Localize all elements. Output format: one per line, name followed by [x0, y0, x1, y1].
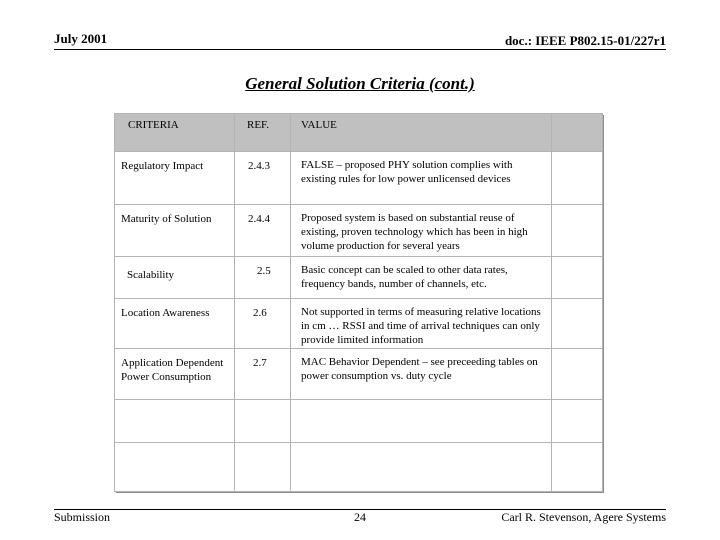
table-row	[115, 257, 603, 299]
column-header-criteria: CRITERIA	[115, 114, 235, 152]
header-doc-id: doc.: IEEE P802.15-01/227r1	[504, 33, 666, 48]
header-date: July 2001	[54, 31, 108, 46]
value-cell: Not supported in terms of measuring relative locations in cm … RSSI and time of arrival techniques can only provide limited information	[291, 299, 552, 349]
value-cell: FALSE – proposed PHY solution complies with existing rules for low power unlicensed devices	[291, 152, 552, 205]
extra-cell	[552, 152, 603, 205]
criteria-cell: Application Dependent Power Consumption	[115, 349, 235, 400]
criteria-cell: Location Awareness	[115, 299, 235, 349]
extra-cell	[552, 257, 603, 299]
footer-submission: Submission	[54, 510, 111, 524]
footer-author: Carl R. Stevenson, Agere Systems	[501, 510, 666, 524]
value-cell: Proposed system is based on substantial reuse of existing, proven technology which has been in high volume production for several years	[291, 205, 552, 257]
ref-cell: 2.4.3	[235, 152, 291, 205]
ref-cell	[235, 443, 291, 492]
column-header-ref: REF.	[235, 114, 291, 152]
value-cell: MAC Behavior Dependent – see preceeding tables on power consumption vs. duty cycle	[291, 349, 552, 400]
criteria-cell: Regulatory Impact	[115, 152, 235, 205]
extra-cell	[552, 205, 603, 257]
column-header-value: VALUE	[291, 114, 552, 152]
table-row	[115, 349, 603, 400]
table-row	[115, 400, 603, 443]
extra-cell	[552, 349, 603, 400]
ref-cell	[235, 400, 291, 443]
ref-cell: 2.7	[235, 349, 291, 400]
criteria-cell: Scalability	[127, 269, 175, 281]
header-rule	[54, 49, 666, 50]
criteria-cell	[115, 443, 235, 492]
criteria-cell: Maturity of Solution	[115, 205, 235, 257]
ref-cell: 2.4.4	[235, 205, 291, 257]
value-cell	[291, 443, 552, 492]
extra-cell	[552, 400, 603, 443]
criteria-cell	[115, 400, 235, 443]
criteria-table	[114, 113, 603, 492]
slide-title: General Solution Criteria (cont.)	[245, 74, 475, 93]
table-row	[115, 443, 603, 492]
ref-cell: 2.5	[235, 257, 291, 299]
extra-cell	[552, 443, 603, 492]
value-cell: Basic concept can be scaled to other data rates, frequency bands, number of channels, etc.	[291, 257, 552, 299]
column-header-extra	[552, 114, 603, 152]
ref-cell: 2.6	[235, 299, 291, 349]
table-row	[115, 152, 603, 205]
table-row	[115, 299, 603, 349]
value-cell	[291, 400, 552, 443]
extra-cell	[552, 299, 603, 349]
table-header-row	[115, 114, 603, 152]
page-number: 24	[354, 510, 366, 524]
table-row	[115, 205, 603, 257]
